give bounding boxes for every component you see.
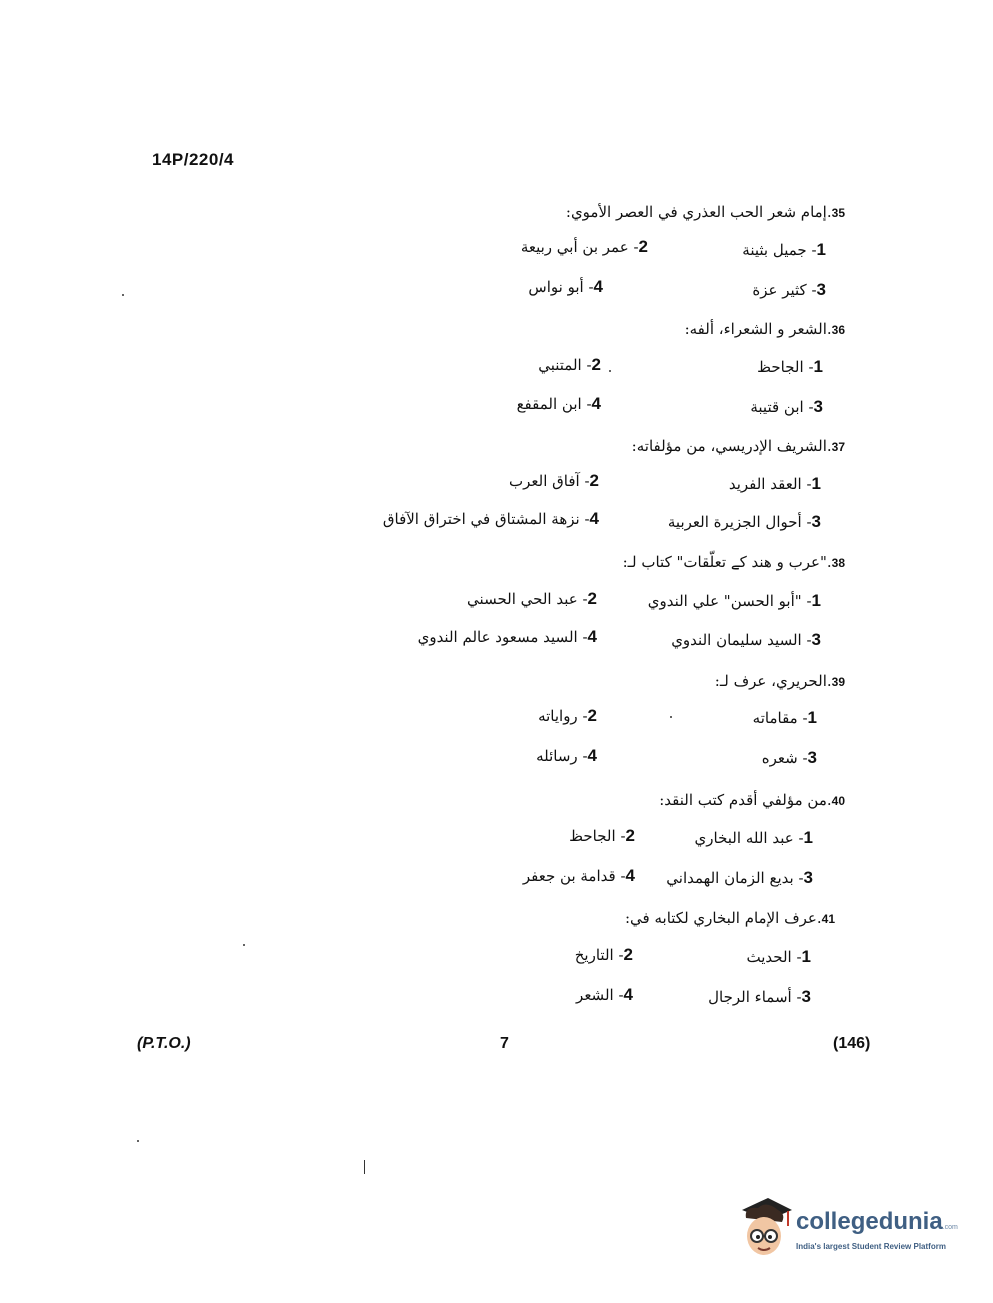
logo-wordmark: collegedunia.com [796, 1208, 958, 1235]
scan-speck [137, 1140, 139, 1142]
q39-option-3: 3- شعره [761, 748, 817, 767]
q38-option-1: 1- "أبو الحسن" علي الندوي [647, 591, 821, 610]
q40-option-3: 3- بديع الزمان الهمداني [666, 868, 813, 887]
question-39: 39.الحريري، عرف لـ: [714, 672, 845, 690]
logo-tagline: India's largest Student Review Platform [796, 1242, 946, 1251]
q38-option-2: 2- عبد الحي الحسني [467, 589, 597, 608]
scan-speck [670, 716, 672, 718]
q36-option-2: 2- المتنبي [538, 355, 601, 374]
q38-option-3: 3- السيد سليمان الندوي [671, 630, 821, 649]
question-41: 41.عرف الإمام البخاري لكتابه في: [625, 909, 835, 927]
question-38: 38."عرب و هند كے تعلّقات" كتاب لـ: [622, 553, 845, 571]
q38-option-4: 4- السيد مسعود عالم الندوي [417, 627, 597, 646]
q36-option-4: 4- ابن المقفع [516, 394, 601, 413]
q36-option-3: 3- ابن قتيبة [750, 397, 823, 416]
student-mascot-icon [738, 1196, 794, 1262]
q40-option-2: 2- الجاحظ [569, 826, 635, 845]
q37-option-1: 1- العقد الفريد [728, 474, 821, 493]
q41-option-3: 3- أسماء الرجال [708, 987, 811, 1006]
q39-option-2: 2- رواياته [538, 706, 597, 725]
q41-option-4: 4- الشعر [576, 985, 633, 1004]
q41-option-1: 1- الحديث [746, 947, 811, 966]
q39-option-1: 1- مقاماته [752, 708, 817, 727]
scan-mark [364, 1160, 365, 1174]
scan-speck [243, 944, 245, 946]
footer-pto: (P.T.O.) [137, 1035, 191, 1052]
collegedunia-logo[interactable] [738, 1196, 968, 1266]
q35-option-4: 4- أبو نواس [528, 277, 603, 296]
q36-option-1: 1- الجاحظ [757, 357, 823, 376]
q37-option-3: 3- أحوال الجزيرة العربية [667, 512, 821, 531]
question-40: 40.من مؤلفي أقدم كتب النقد: [659, 791, 845, 809]
q35-option-1: 1- جميل بثينة [742, 240, 826, 259]
q37-option-4: 4- نزهة المشتاق في اختراق الآفاق [382, 509, 599, 528]
q39-option-4: 4- رسائله [536, 746, 597, 765]
q35-option-3: 3- كثير عزة [752, 280, 826, 299]
question-36: 36.الشعر و الشعراء، ألفه: [684, 320, 845, 338]
scan-speck [609, 370, 611, 372]
question-37: 37.الشريف الإدريسي، من مؤلفاته: [631, 437, 845, 455]
q40-option-1: 1- عبد الله البخاري [694, 828, 813, 847]
q41-option-2: 2- التاريخ [574, 945, 633, 964]
q37-option-2: 2- آفاق العرب [509, 471, 599, 490]
scan-speck [122, 294, 124, 296]
q40-option-4: 4- قدامة بن جعفر [522, 866, 635, 885]
question-35: 35.إمام شعر الحب العذري في العصر الأموي: [565, 203, 845, 221]
paper-code: 14P/220/4 [152, 150, 235, 169]
footer-code: (146) [833, 1035, 871, 1052]
q35-option-2: 2- عمر بن أبي ربيعة [520, 237, 648, 256]
page-number: 7 [500, 1035, 509, 1052]
